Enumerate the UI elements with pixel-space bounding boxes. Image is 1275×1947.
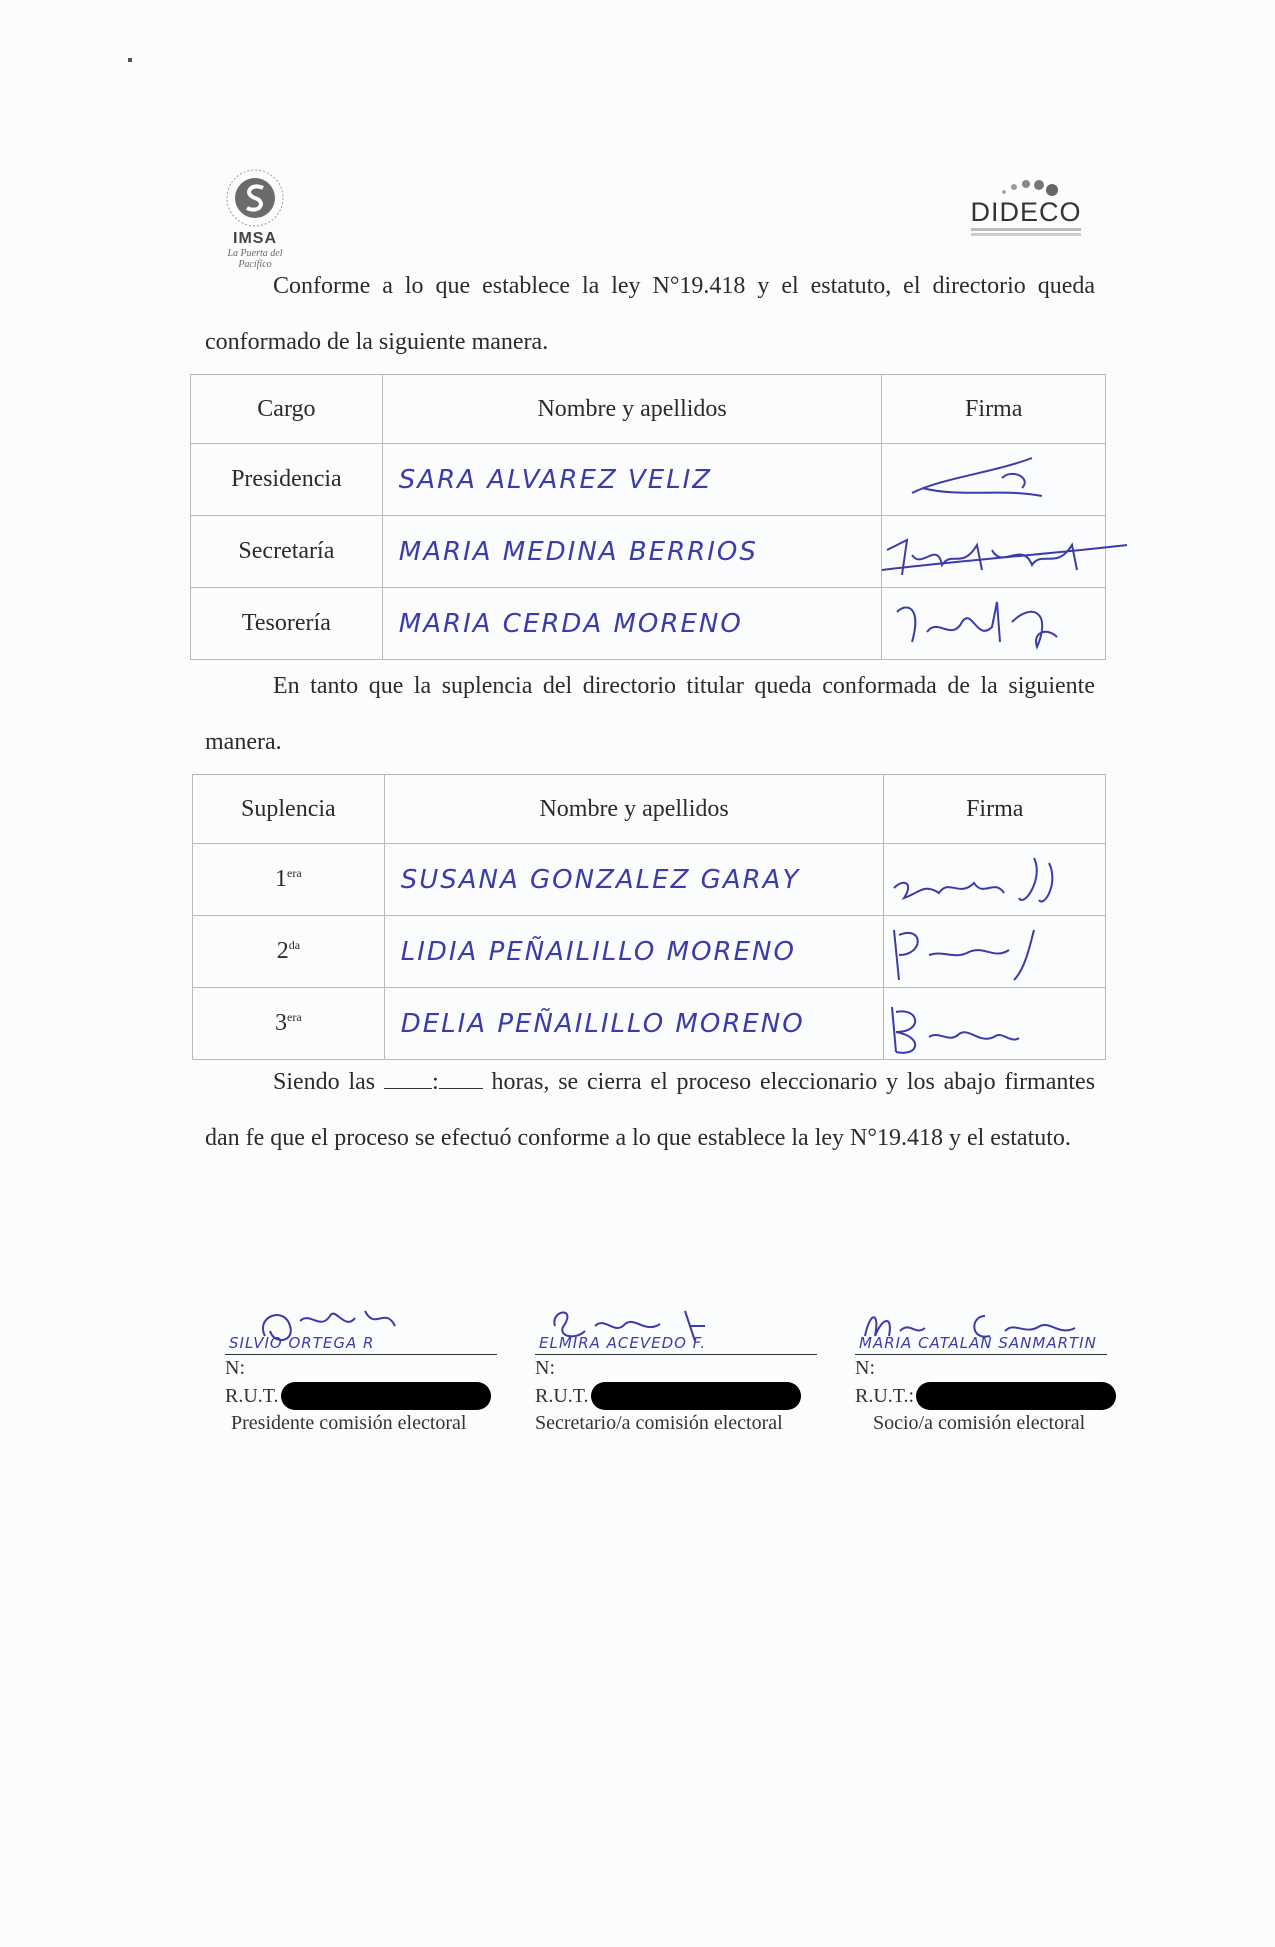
role-label: Presidente comisión electoral xyxy=(231,1412,467,1434)
rut-label: R.U.T. xyxy=(535,1384,589,1407)
closing-before: Siendo las xyxy=(273,1069,376,1095)
redaction-bar xyxy=(281,1382,491,1410)
dideco-subline xyxy=(966,228,1086,236)
minute-blank xyxy=(439,1068,483,1089)
handwritten-name: SUSANA GONZALEZ GARAY xyxy=(384,844,884,916)
closing-after: horas, se cierra el proceso eleccionario y los abajo firmantes dan fe que el proceso se efectuó conforme a lo que establece la ley N°19.418 y el estatuto. xyxy=(205,1069,1096,1151)
signature-scribble xyxy=(882,438,1106,518)
table-header-row xyxy=(191,375,1106,444)
table-row xyxy=(193,844,1106,916)
table-row xyxy=(193,988,1106,1060)
header-nombre: Nombre y apellidos xyxy=(382,375,882,444)
redaction-bar xyxy=(591,1382,801,1410)
signer-presidente xyxy=(225,1296,515,1435)
table-row xyxy=(191,588,1106,660)
header-firma: Firma xyxy=(882,375,1106,444)
signature-scribble xyxy=(882,582,1106,662)
handwritten-name: MARIA MEDINA BERRIOS xyxy=(382,516,882,588)
rut-row xyxy=(855,1382,1215,1410)
suplencia-intro-text: En tanto que la suplencia del directorio titular queda conformada de la siguiente manera. xyxy=(205,673,1095,755)
signature-scribble xyxy=(884,982,1106,1062)
imsa-emblem-icon xyxy=(225,168,285,228)
ordinal-cell xyxy=(193,844,385,916)
table-row xyxy=(191,444,1106,516)
scan-speck xyxy=(128,58,132,62)
signature-cell xyxy=(882,444,1106,516)
ordinal-cell xyxy=(193,988,385,1060)
suplencia-paragraph xyxy=(205,658,1095,770)
handwritten-name: LIDIA PEÑAILILLO MORENO xyxy=(384,916,884,988)
signature-scribble xyxy=(882,510,1132,590)
handwritten-name: SARA ALVAREZ VELIZ xyxy=(382,444,882,516)
handwritten-name: DELIA PEÑAILILLO MORENO xyxy=(384,988,884,1060)
signer-secretario xyxy=(535,1296,825,1435)
rut-label: R.U.T. xyxy=(225,1384,279,1407)
handwritten-name: MARIA CATALAN SANMARTIN xyxy=(859,1334,1097,1352)
rut-label: R.U.T.: xyxy=(855,1384,915,1407)
dideco-brand: DIDECO xyxy=(970,197,1082,227)
rut-row xyxy=(535,1382,825,1410)
suplencia-table xyxy=(192,774,1106,1060)
signature-cell xyxy=(884,844,1106,916)
signature-cell xyxy=(882,516,1106,588)
signer-socio xyxy=(855,1296,1215,1435)
handwritten-name: MARIA CERDA MORENO xyxy=(382,588,882,660)
hour-blank xyxy=(384,1068,432,1089)
cargo-cell: Tesorería xyxy=(191,588,383,660)
role-label: Secretario/a comisión electoral xyxy=(535,1412,783,1434)
header-suplencia: Suplencia xyxy=(193,775,385,844)
signature-cell xyxy=(884,916,1106,988)
table-header-row xyxy=(193,775,1106,844)
cargo-cell: Secretaría xyxy=(191,516,383,588)
signature-area xyxy=(225,1296,515,1352)
signature-cell xyxy=(882,588,1106,660)
handwritten-name: ELMIRA ACEVEDO F. xyxy=(539,1334,707,1352)
closing-colon: : xyxy=(431,1069,439,1095)
handwritten-name: SILVIO ORTEGA R xyxy=(229,1334,375,1352)
imsa-motto: La Puerta del Pacífico xyxy=(227,248,283,270)
redaction-bar xyxy=(916,1382,1116,1410)
n-label: N: xyxy=(535,1357,555,1379)
ordinal-number: 1 xyxy=(275,866,288,892)
dideco-logo xyxy=(966,176,1086,238)
ordinal-cell xyxy=(193,916,385,988)
header-cargo: Cargo xyxy=(191,375,383,444)
closing-paragraph xyxy=(205,1054,1095,1166)
cargo-cell: Presidencia xyxy=(191,444,383,516)
signature-cell xyxy=(884,988,1106,1060)
ordinal-suffix: da xyxy=(288,938,301,952)
ordinal-number: 3 xyxy=(275,1010,288,1036)
header-nombre: Nombre y apellidos xyxy=(384,775,884,844)
n-label: N: xyxy=(855,1357,875,1379)
intro-paragraph xyxy=(205,258,1095,370)
signature-scribble xyxy=(884,910,1106,990)
intro-text: Conforme a lo que establece la ley N°19.418 y el estatuto, el directorio queda conformado de la siguiente manera. xyxy=(205,273,1095,355)
signature-area xyxy=(855,1296,1215,1352)
table-row xyxy=(191,516,1106,588)
signature-area xyxy=(535,1296,825,1352)
imsa-abbr: IMSA xyxy=(233,230,277,247)
ordinal-suffix: era xyxy=(287,866,302,880)
table-row xyxy=(193,916,1106,988)
signature-scribble xyxy=(884,838,1106,918)
directorio-table xyxy=(190,374,1106,660)
ordinal-suffix: era xyxy=(287,1010,302,1024)
n-label: N: xyxy=(225,1357,245,1379)
dideco-dots-icon xyxy=(986,176,1066,198)
ordinal-number: 2 xyxy=(276,938,289,964)
role-label: Socio/a comisión electoral xyxy=(873,1412,1086,1434)
header-firma: Firma xyxy=(884,775,1106,844)
rut-row xyxy=(225,1382,515,1410)
imsa-logo xyxy=(210,168,300,270)
